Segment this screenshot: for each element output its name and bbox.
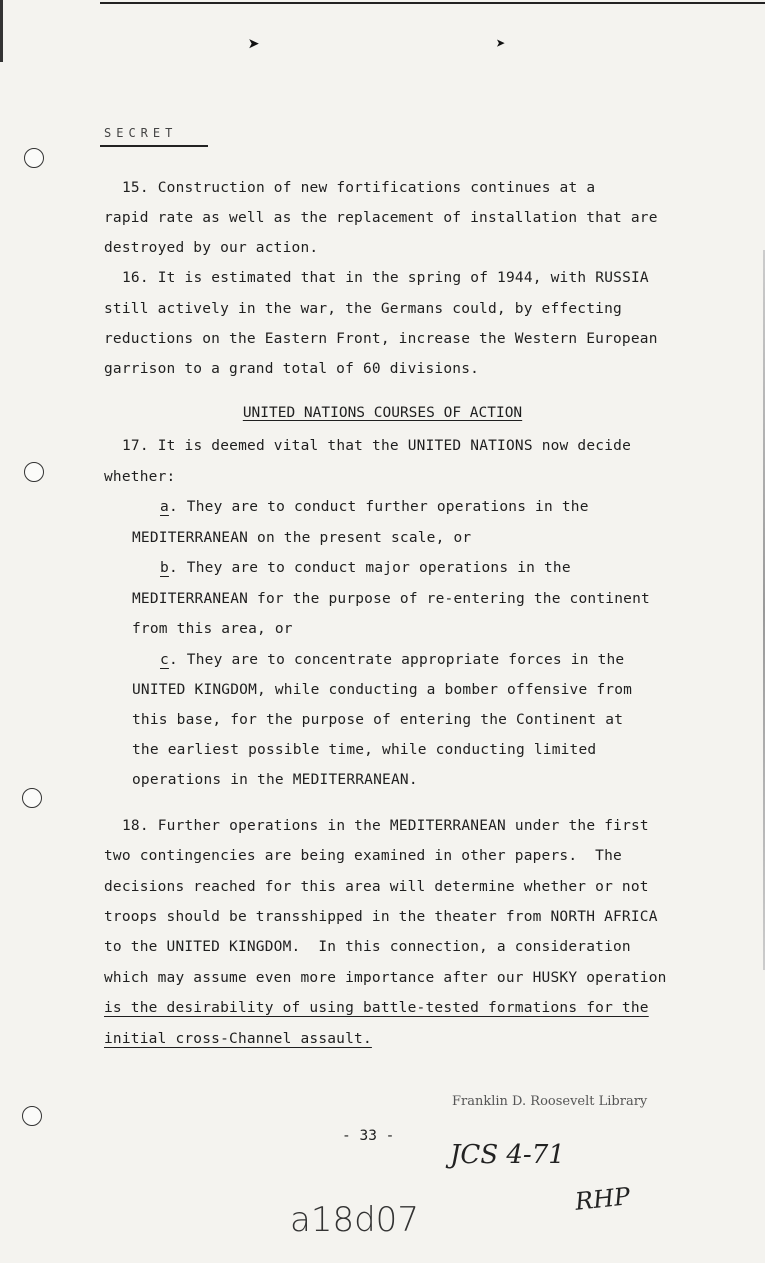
option-b-line: MEDITERRANEAN for the purpose of re-entering the continent — [132, 591, 650, 607]
option-c-line: this base, for the purpose of entering the Continent at — [132, 712, 624, 728]
paragraph-15-line: 15. Construction of new fortifications continues at a — [122, 180, 596, 196]
paragraph-16-line: 16. It is estimated that in the spring of 1944, with RUSSIA — [122, 270, 649, 286]
option-c-line: c. They are to concentrate appropriate forces in the — [160, 652, 625, 668]
library-stamp: Franklin D. Roosevelt Library — [452, 1094, 648, 1109]
classification-marking: SECRET — [104, 126, 178, 140]
paragraph-16-line: reductions on the Eastern Front, increase the Western European — [104, 331, 658, 347]
paragraph-18-line: 18. Further operations in the MEDITERRANEAN under the first — [122, 818, 649, 834]
paragraph-17-line: 17. It is deemed vital that the UNITED NATIONS now decide — [122, 438, 631, 454]
paragraph-15-line: rapid rate as well as the replacement of installation that are — [104, 210, 658, 226]
paragraph-15-line: destroyed by our action. — [104, 240, 319, 256]
handwritten-jcs-note: JCS 4-71 — [450, 1140, 565, 1170]
paragraph-16-line: still actively in the war, the Germans could, by effecting — [104, 301, 622, 317]
punch-hole-icon — [24, 462, 44, 482]
punch-hole-icon — [22, 788, 42, 808]
arrow-mark-icon: ➤ — [496, 34, 506, 53]
option-a-line: a. They are to conduct further operations in the — [160, 499, 589, 515]
handwritten-document-id: a18d07 — [290, 1200, 419, 1240]
option-c-line: UNITED KINGDOM, while conducting a bomber offensive from — [132, 682, 633, 698]
paragraph-18-line: troops should be transshipped in the theater from NORTH AFRICA — [104, 909, 658, 925]
paragraph-18-underlined-line: is the desirability of using battle-tested formations for the — [104, 1000, 649, 1016]
paragraph-16-line: garrison to a grand total of 60 divisions. — [104, 361, 480, 377]
option-a-line: MEDITERRANEAN on the present scale, or — [132, 530, 472, 546]
page-number: - 33 - — [342, 1128, 395, 1144]
option-c-line: operations in the MEDITERRANEAN. — [132, 772, 418, 788]
paragraph-18-line: decisions reached for this area will determine whether or not — [104, 879, 649, 895]
classification-strikethrough — [100, 145, 208, 147]
paragraph-18-underlined-line: initial cross-Channel assault. — [104, 1031, 372, 1047]
punch-hole-icon — [22, 1106, 42, 1126]
paragraph-17-line: whether: — [104, 469, 176, 485]
paragraph-18-line: which may assume even more importance after our HUSKY operation — [104, 970, 667, 986]
option-c-line: the earliest possible time, while conducting limited — [132, 742, 597, 758]
handwritten-initials: RHP — [573, 1182, 632, 1216]
option-b-line: from this area, or — [132, 621, 293, 637]
punch-hole-icon — [24, 148, 44, 168]
arrow-mark-icon: ➤ — [248, 32, 261, 56]
paragraph-18-line: two contingencies are being examined in other papers. The — [104, 848, 622, 864]
section-heading: UNITED NATIONS COURSES OF ACTION — [242, 405, 523, 421]
paragraph-18-line: to the UNITED KINGDOM. In this connection, a consideration — [104, 939, 631, 955]
left-edge-mark — [0, 0, 3, 62]
option-b-line: b. They are to conduct major operations in the — [160, 560, 571, 576]
top-border-line — [100, 2, 765, 4]
